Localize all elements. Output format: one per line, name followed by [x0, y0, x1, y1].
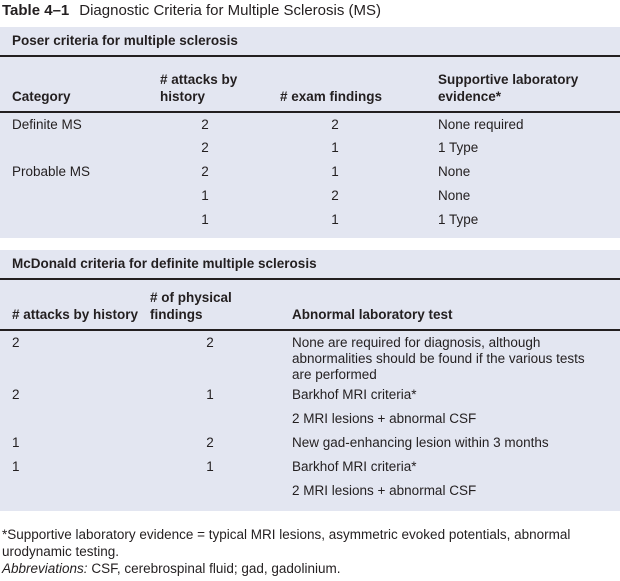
column-header: Supportive laboratory evidence*	[438, 72, 579, 104]
table-cell: 1	[331, 164, 339, 179]
table-cell: 1	[201, 188, 209, 203]
poser-table	[0, 57, 620, 232]
section-gap	[0, 238, 620, 250]
table-cell	[0, 407, 140, 431]
table-cell: Barkhof MRI criteria*	[292, 387, 417, 402]
table-cell: 2	[331, 188, 339, 203]
abbreviations	[2, 560, 617, 577]
table-number: Table 4–1	[2, 2, 70, 19]
table-cell: 1	[331, 212, 339, 227]
table-cell: 1	[331, 140, 339, 155]
table-cell: None	[438, 188, 471, 203]
table-cell: Definite MS	[12, 117, 82, 132]
table-cell: 2	[206, 435, 214, 450]
mcdonald-table	[0, 280, 620, 503]
mcdonald-heading: McDonald criteria for definite multiple sclerosis	[0, 250, 620, 280]
column-header: Category	[12, 89, 71, 104]
table-title	[2, 2, 381, 19]
table-row	[0, 112, 620, 136]
table-cell: Barkhof MRI criteria*	[292, 459, 417, 474]
table-cell: 1	[206, 459, 214, 474]
abbreviations-label: Abbreviations:	[2, 561, 88, 576]
column-header: # attacks by history	[160, 72, 238, 104]
table-cell: 1	[201, 212, 209, 227]
table-cell: 2	[12, 335, 20, 350]
table-cell: 1	[12, 459, 20, 474]
table-row	[0, 184, 620, 208]
table-row	[0, 407, 620, 431]
table-row	[0, 136, 620, 160]
table-cell: 1 Type	[438, 212, 479, 227]
footnotes	[2, 526, 617, 577]
table-cell: None are required for diagnosis, although abnormalities should be found if the various tests are performed	[292, 335, 585, 382]
footnote: *Supportive laboratory evidence = typical MRI lesions, asymmetric evoked potentials, abnormal urodynamic testing.	[2, 527, 571, 559]
table-row	[0, 455, 620, 479]
table-cell: Probable MS	[12, 164, 91, 179]
poser-heading: Poser criteria for multiple sclerosis	[0, 27, 620, 57]
abbreviations-text: CSF, cerebrospinal fluid; gad, gadolinium.	[87, 561, 341, 576]
table-cell: 2 MRI lesions + abnormal CSF	[292, 483, 477, 498]
table-cell	[0, 479, 140, 503]
column-header: # exam findings	[280, 89, 383, 104]
table-cell: 2 MRI lesions + abnormal CSF	[292, 411, 477, 426]
table-cell	[0, 208, 150, 232]
table-cell: 1 Type	[438, 140, 479, 155]
table-cell: 2	[201, 164, 209, 179]
table-cell: 2	[201, 140, 209, 155]
table-caption: Diagnostic Criteria for Multiple Sclerosis (MS)	[79, 2, 382, 19]
table-cell: 2	[331, 117, 339, 132]
table-cell	[0, 136, 150, 160]
criteria-table	[0, 27, 620, 511]
table-cell: 1	[12, 435, 20, 450]
table-row	[0, 479, 620, 503]
table-cell	[140, 479, 280, 503]
table-cell	[140, 407, 280, 431]
table-row	[0, 383, 620, 407]
table-row	[0, 208, 620, 232]
table-cell: None	[438, 164, 471, 179]
table-row	[0, 160, 620, 184]
table-cell: 2	[201, 117, 209, 132]
table-row	[0, 330, 620, 383]
table-row	[0, 431, 620, 455]
column-header: Abnormal laboratory test	[292, 307, 453, 322]
table-cell: 2	[12, 387, 20, 402]
table-cell: None required	[438, 117, 524, 132]
table-cell: New gad-enhancing lesion within 3 months	[292, 435, 549, 450]
table-cell: 2	[206, 335, 214, 350]
table-cell	[0, 184, 150, 208]
table-cell: 1	[206, 387, 214, 402]
column-header: # attacks by history	[12, 307, 139, 322]
column-header: # of physical findings	[150, 290, 232, 322]
